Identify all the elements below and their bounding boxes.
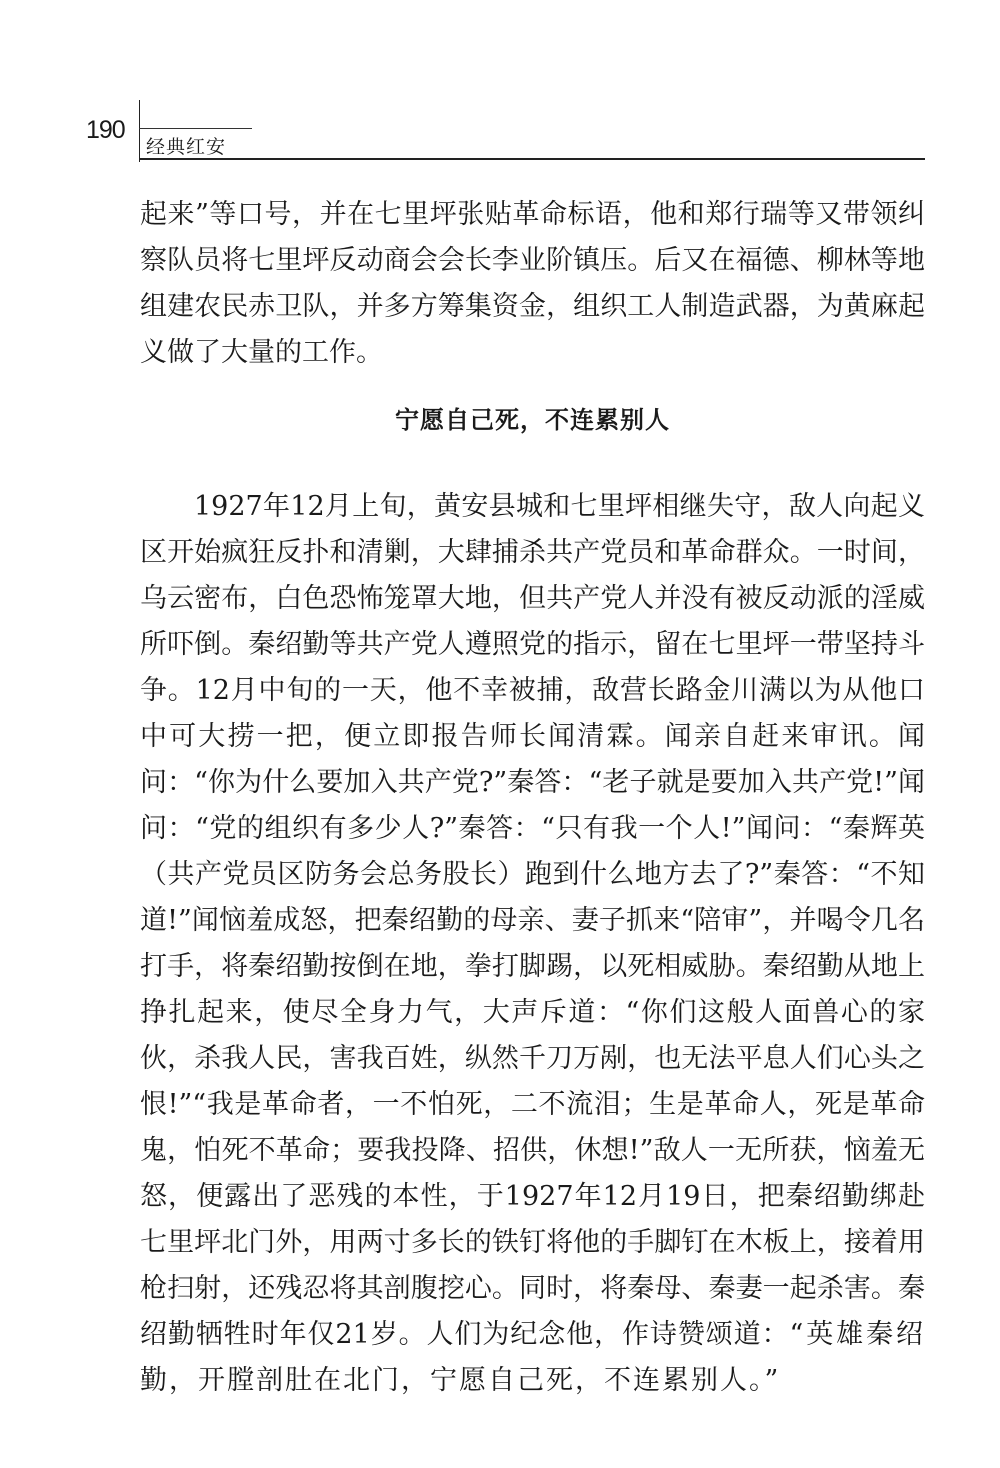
page-number: 190 [86, 116, 125, 144]
header-horizontal-rule [139, 158, 925, 160]
poem-quote: “英雄秦绍勤，开膛剖肚在北门，宁愿自己死，不连累别人。” [140, 1319, 925, 1396]
paragraph-main-text: 1927年12月上旬，黄安县城和七里坪相继失守，敌人向起义区开始疯狂反扑和清剿，大肆捕杀共产党员和革命群众。一时间，乌云密布，白色恐怖笼罩大地，但共产党人并没有被反动派的淫威所吓倒。秦绍勤等共产党人遵照党的指示，留在七里坪一带坚持斗争。12月中旬的一天，他不幸被捕，敌营长路金川满以为从他口中可大捞一把，便立即报告师长闻清霖。闻亲自赶来审讯。闻问：“你为什么要加入共产党?”秦答：“老子就是要加入共产党!”闻问：“党的组织有多少人?”秦答：“只有我一个人!”闻问：“秦辉英（共产党员区防务会总务股长）跑到什么地方去了?”秦答：“不知道!”闻恼羞成怒，把秦绍勤的母亲、妻子抓来“陪审”，并喝令几名打手，将秦绍勤按倒在地，拳打脚踢，以死相威胁。秦绍勤从地上挣扎起来，使尽全身力气，大声斥道：“你们这般人面兽心的家伙，杀我人民，害我百姓，纵然千刀万剐，也无法平息人们心头之恨!”“我是革命者，一不怕死，二不流泪；生是革命人，死是革命鬼，怕死不革命；要我投降、招供，休想!”敌人一无所获，恼羞无怒，便露出了恶残的本性，于1927年12月19日，把秦绍勤绑赴七里坪北门外，用两寸多长的铁钉将他的手脚钉在木板上，接着用枪扫射，还残忍将其剖腹挖心。同时，将秦母、秦妻一起杀害。秦绍勤牺牲时年仅21岁。人们为纪念他，作诗赞颂道： [140, 491, 925, 1350]
paragraph-main [140, 484, 925, 1404]
running-header-title: 经典红安 [146, 136, 227, 158]
header-title-rule [139, 128, 252, 129]
paragraph-continuation: 起来”等口号，并在七里坪张贴革命标语，他和郑行瑞等又带领纠察队员将七里坪反动商会会长李业阶镇压。后又在福德、柳林等地组建农民赤卫队，并多方筹集资金，组织工人制造武器，为黄麻起义做了大量的工作。 [140, 199, 925, 368]
section-heading: 宁愿自己死，不连累别人 [395, 406, 670, 434]
header-vertical-rule [139, 100, 140, 162]
